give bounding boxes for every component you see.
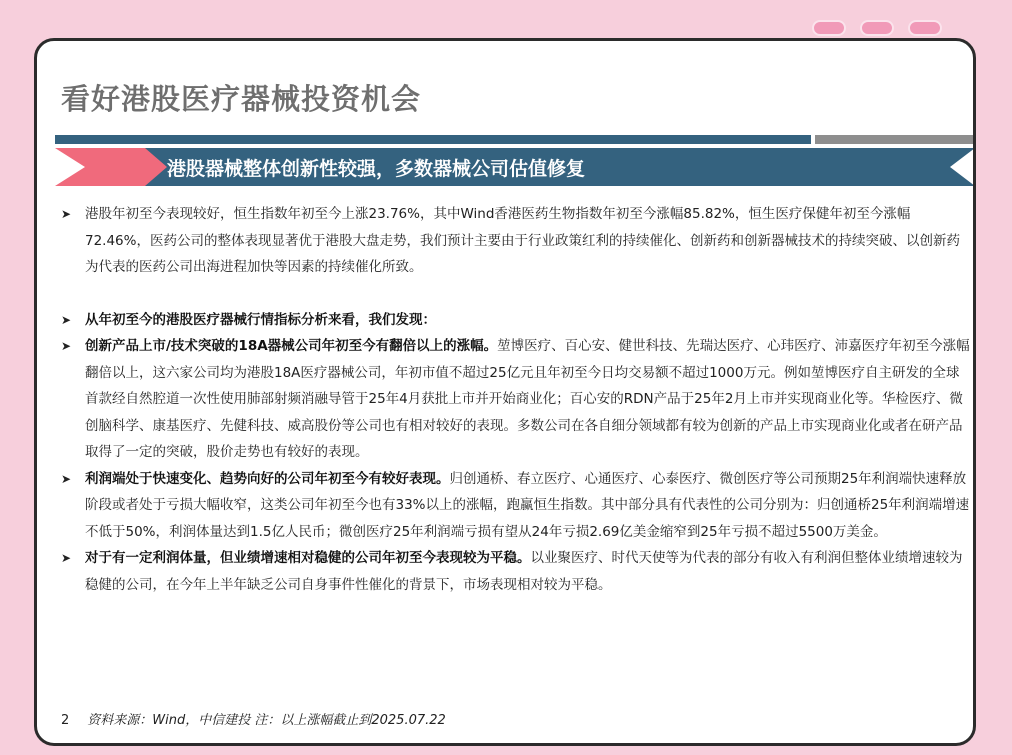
list-item [61,307,971,334]
footer [61,709,446,728]
bullet-lead: 从年初至今的港股医疗器械行情指标分析来看，我们发现： [85,311,436,328]
bullet-lead: 利润端处于快速变化、趋势向好的公司年初至今有较好表现。 [85,470,450,487]
bullet-text: 港股年初至今表现较好，恒生指数年初至今上涨23.76%，其中Wind香港医药生物指数年初至今涨幅85.82%，恒生医疗保健年初至今涨幅72.46%，医药公司的整体表现显著优于港股大盘走势，我们预计主要由于行业政策红利的持续催化、创新药和创新器械技术的持续突破、以创新药为代表的医药公司出海进程加快等因素的持续催化所致。 [85,206,960,275]
title-divider-blue [55,135,811,144]
slide-card [34,38,976,746]
banner-text: 港股器械整体创新性较强，多数器械公司估值修复 [167,158,586,180]
title-divider-gray [815,135,975,144]
arrow-bullet-icon: ➤ [61,339,72,353]
bullet-lead: 对于有一定利润体量，但业绩增速相对稳健的公司年初至今表现较为平稳。 [85,550,531,566]
bullet-text: 堃博医疗、百心安、健世科技、先瑞达医疗、心玮医疗、沛嘉医疗年初至今涨幅翻倍以上，这六家公司均为港股18A医疗器械公司，年初市值不超过25亿元且年初至今日均交易额不超过1000万元。例如堃博医疗自主研发的全球首款经自然腔道一次性使用肺部射频消融导管于25年4月获批上市并开始商业化；百心安的RDN产品于25年2月上市并实现商业化等。华检医疗、微创脑科学、康基医疗、先健科技、威高股份等公司也有相对较好的表现。多数公司在各自细分领域都有较为创新的产品上市实现商业化或者在研产品取得了一定的突破，股价走势也有较好的表现。 [85,338,970,460]
section-banner [55,148,975,186]
list-item [61,466,971,546]
list-item [61,545,971,598]
bullet-text: 以业聚医疗、时代天使等为代表的部分有收入有利润但整体业绩增速较为稳健的公司，在今年上半年缺乏公司自身事件性催化的背景下，市场表现相对较为平稳。 [85,550,963,593]
source-note: 资料来源：Wind，中信建投 注：以上涨幅截止到2025.07.22 [87,713,446,728]
arrow-bullet-icon: ➤ [61,207,72,221]
decorative-hearts [812,20,942,36]
list-item [61,201,971,281]
bullet-lead: 创新产品上市/技术突破的18A器械公司年初至今有翻倍以上的涨幅。 [85,338,498,354]
arrow-bullet-icon: ➤ [61,312,72,327]
arrow-bullet-icon: ➤ [61,471,72,486]
heart-icon [812,20,846,36]
page-number: 2 [61,713,70,728]
page-title: 看好港股医疗器械投资机会 [61,82,422,116]
arrow-bullet-icon: ➤ [61,551,72,565]
heart-icon [860,20,894,36]
heart-icon [908,20,942,36]
bullet-text: 归创通桥、春立医疗、心通医疗、心泰医疗、微创医疗等公司预期25年利润端快速释放阶段或者处于亏损大幅收窄，这类公司年初至今也有33%以上的涨幅，跑赢恒生指数。其中部分具有代表性的公司分别为：归创通桥25年利润端增速不低于50%，利润体量达到1.5亿人民币；微创医疗25年利润端亏损有望从24年亏损2.69亿美金缩窄到25年亏损不超过5500万美金。 [85,470,970,540]
list-item [61,333,971,466]
bullet-list [61,201,971,598]
